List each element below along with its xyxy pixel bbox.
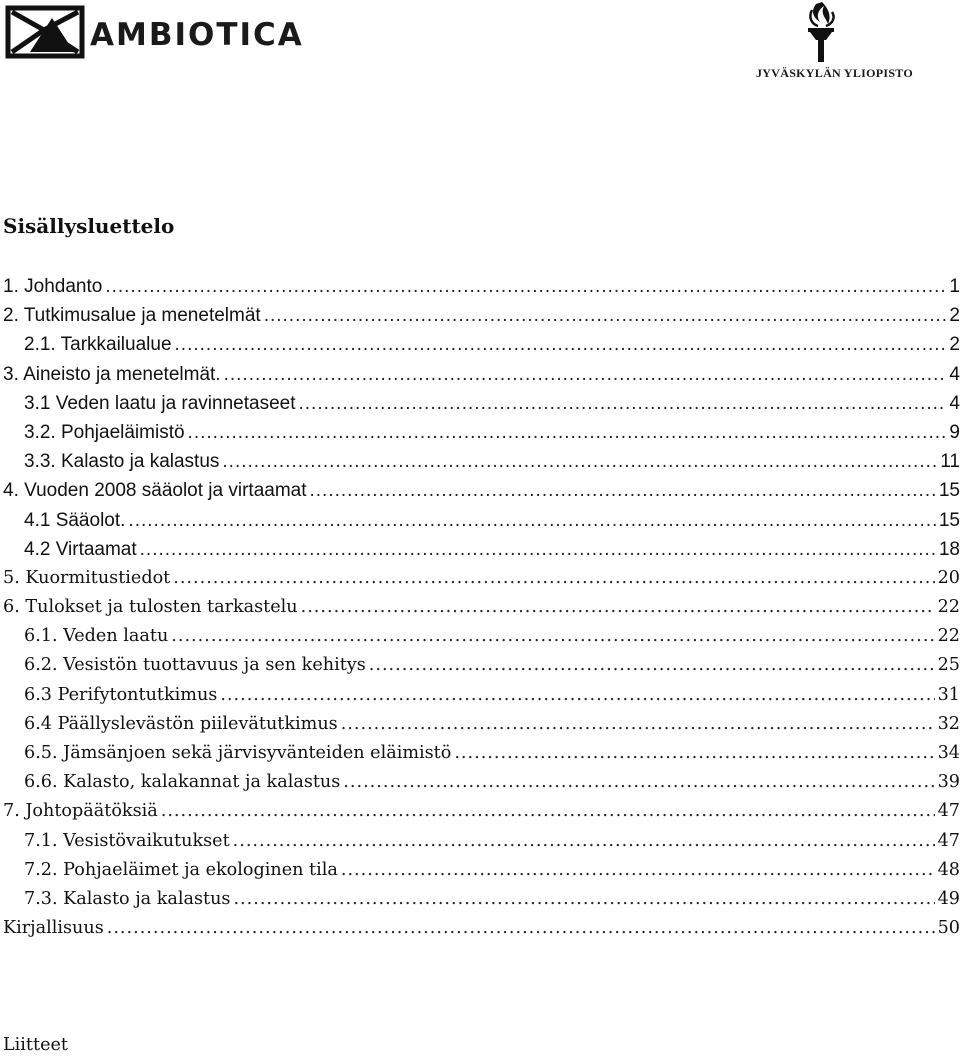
toc-entry-page: 1 bbox=[949, 276, 960, 297]
toc-entry[interactable] bbox=[0, 568, 960, 597]
dot-leader bbox=[107, 918, 935, 938]
toc-entry[interactable] bbox=[0, 334, 960, 363]
toc-entry-page: 9 bbox=[949, 421, 960, 443]
toc-entry-label: 6. Tulokset ja tulosten tarkastelu bbox=[3, 597, 298, 618]
dot-leader bbox=[220, 685, 934, 705]
toc-entry-page: 39 bbox=[937, 772, 960, 793]
dot-leader bbox=[301, 597, 935, 617]
toc-entry[interactable] bbox=[0, 364, 960, 393]
table-of-contents bbox=[0, 276, 960, 947]
toc-entry-label: 3. Aineisto ja menetelmät. bbox=[3, 363, 221, 385]
university-name: JYVÄSKYLÄN YLIOPISTO bbox=[756, 66, 914, 80]
toc-entry-label: 7.1. Vesistövaikutukset bbox=[24, 830, 230, 851]
toc-entry-page: 22 bbox=[937, 597, 960, 618]
toc-entry[interactable] bbox=[0, 510, 960, 539]
toc-entry-label: 7.3. Kalasto ja kalastus bbox=[24, 888, 231, 909]
toc-entry[interactable] bbox=[0, 655, 960, 684]
toc-entry-page: 4 bbox=[949, 363, 960, 385]
toc-entry-page: 2 bbox=[949, 305, 960, 327]
toc-entry[interactable] bbox=[0, 860, 960, 889]
page-header bbox=[0, 0, 960, 100]
toc-entry-page: 2 bbox=[949, 334, 960, 356]
toc-entry-page: 18 bbox=[938, 538, 960, 560]
dot-leader bbox=[233, 889, 934, 909]
toc-entry[interactable] bbox=[0, 772, 960, 801]
dot-leader bbox=[454, 743, 934, 763]
toc-entry-page: 47 bbox=[937, 830, 960, 851]
dot-leader bbox=[224, 364, 947, 386]
toc-entry-label: 3.1 Veden laatu ja ravinnetaseet bbox=[24, 392, 296, 414]
toc-entry[interactable] bbox=[0, 422, 960, 451]
dot-leader bbox=[341, 860, 935, 880]
dot-leader bbox=[222, 451, 937, 473]
dot-leader bbox=[161, 801, 935, 821]
dot-leader bbox=[233, 831, 935, 851]
dot-leader bbox=[171, 626, 934, 646]
toc-entry[interactable] bbox=[0, 276, 960, 305]
toc-entry[interactable] bbox=[0, 626, 960, 655]
toc-entry-label: 5. Kuormitustiedot bbox=[3, 567, 171, 588]
toc-entry-label: 6.5. Jämsänjoen sekä järvisyvänteiden eläimistö bbox=[24, 743, 452, 763]
toc-entry[interactable] bbox=[0, 539, 960, 568]
toc-entry-label: 6.4 Päällyslevästön piilevätutkimus bbox=[24, 713, 338, 734]
toc-entry-label: 3.2. Pohjaeläimistö bbox=[24, 421, 185, 443]
dot-leader bbox=[298, 393, 946, 415]
toc-entry-label: 7. Johtopäätöksiä bbox=[3, 801, 158, 822]
toc-entry[interactable] bbox=[0, 714, 960, 743]
toc-entry-page: 15 bbox=[938, 509, 960, 531]
brand-name: AMBIOTICA bbox=[90, 17, 304, 53]
toc-entry-page: 11 bbox=[940, 451, 960, 473]
toc-entry[interactable] bbox=[0, 889, 960, 918]
toc-entry-page: 20 bbox=[937, 567, 960, 588]
toc-entry-label: 6.2. Vesistön tuottavuus ja sen kehitys bbox=[24, 655, 366, 676]
dot-leader bbox=[173, 568, 934, 588]
toc-entry[interactable] bbox=[0, 918, 960, 947]
toc-entry-label: 2.1. Tarkkailualue bbox=[24, 334, 172, 356]
toc-entry[interactable] bbox=[0, 801, 960, 830]
dot-leader bbox=[341, 714, 935, 734]
toc-entry-page: 22 bbox=[937, 626, 960, 647]
appendix-heading: Liitteet bbox=[3, 1035, 68, 1055]
toc-entry-label: 4. Vuoden 2008 sääolot ja virtaamat bbox=[3, 480, 307, 502]
dot-leader bbox=[128, 510, 935, 532]
dot-leader bbox=[343, 772, 934, 792]
toc-entry-label: Kirjallisuus bbox=[3, 918, 104, 939]
toc-entry-label: 7.2. Pohjaeläimet ja ekologinen tila bbox=[24, 859, 338, 880]
toc-entry[interactable] bbox=[0, 685, 960, 714]
toc-entry-page: 47 bbox=[937, 801, 960, 822]
toc-entry[interactable] bbox=[0, 393, 960, 422]
toc-entry-label: 6.6. Kalasto, kalakannat ja kalastus bbox=[24, 772, 341, 793]
toc-entry-page: 48 bbox=[937, 859, 960, 880]
dot-leader bbox=[105, 276, 946, 298]
toc-entry-page: 32 bbox=[937, 713, 960, 734]
toc-entry-page: 49 bbox=[937, 888, 960, 909]
toc-entry-page: 25 bbox=[937, 655, 960, 676]
toc-entry[interactable] bbox=[0, 480, 960, 509]
toc-title: Sisällysluettelo bbox=[3, 214, 175, 238]
toc-entry[interactable] bbox=[0, 305, 960, 334]
toc-entry[interactable] bbox=[0, 743, 960, 772]
dot-leader bbox=[188, 422, 947, 444]
toc-entry-page: 50 bbox=[937, 918, 960, 939]
toc-entry-label: 4.1 Sääolot. bbox=[24, 509, 126, 531]
toc-entry-page: 31 bbox=[937, 684, 960, 705]
toc-entry-label: 1. Johdanto bbox=[3, 276, 103, 297]
dot-leader bbox=[310, 480, 936, 502]
toc-entry-label: 6.1. Veden laatu bbox=[24, 626, 169, 647]
toc-entry[interactable] bbox=[0, 597, 960, 626]
toc-entry-label: 4.2 Virtaamat bbox=[24, 538, 137, 560]
toc-entry-page: 4 bbox=[949, 392, 960, 414]
toc-entry-label: 3.3. Kalasto ja kalastus bbox=[24, 451, 220, 473]
dot-leader bbox=[369, 655, 935, 675]
toc-entry-page: 15 bbox=[938, 480, 960, 502]
dot-leader bbox=[175, 334, 947, 356]
dot-leader bbox=[264, 305, 947, 327]
toc-entry-label: 6.3 Perifytontutkimus bbox=[24, 684, 218, 705]
toc-entry[interactable] bbox=[0, 831, 960, 860]
dot-leader bbox=[140, 539, 936, 561]
toc-entry-label: 2. Tutkimusalue ja menetelmät bbox=[3, 305, 261, 327]
toc-entry-page: 34 bbox=[937, 743, 960, 763]
toc-entry[interactable] bbox=[0, 451, 960, 480]
